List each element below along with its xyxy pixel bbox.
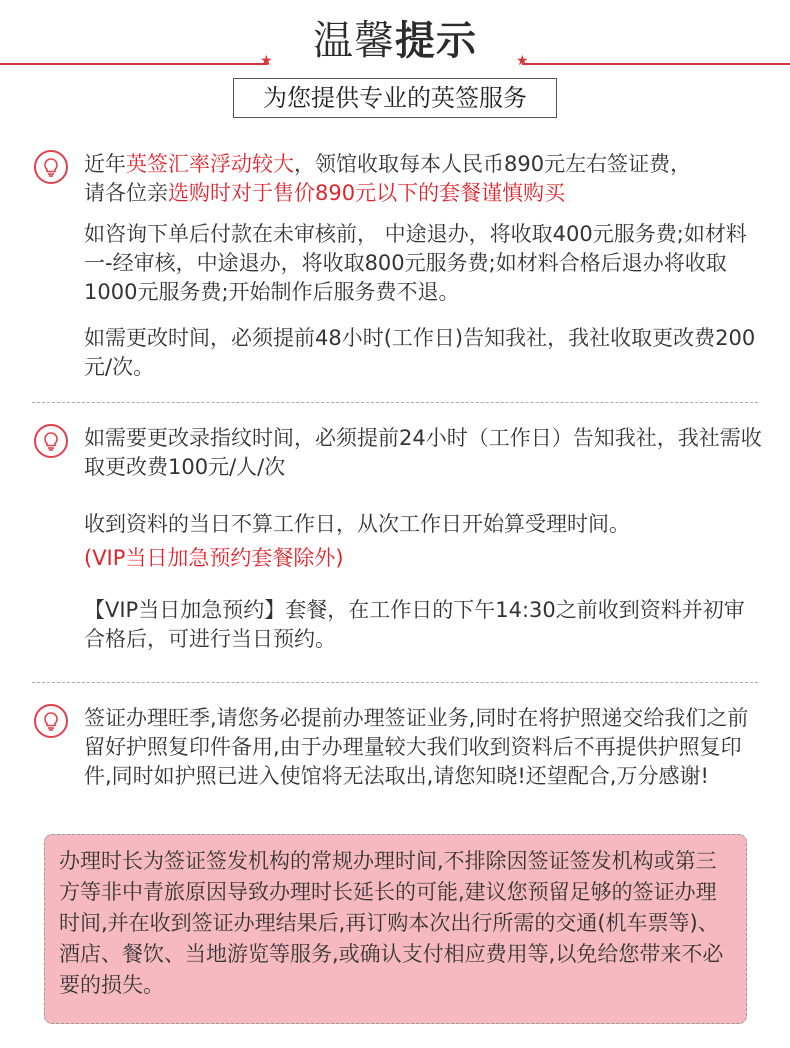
title-divider-left: [0, 63, 268, 65]
section-2-vip-text: 【VIP当日加急预约】套餐，在工作日的下午14:30之前收到资料并初审合格后，可进行当日预约。: [84, 598, 745, 651]
title-light: 温馨: [313, 18, 395, 64]
highlight-text: 英签汇率浮动较大: [126, 152, 294, 176]
page-title: [0, 14, 790, 68]
section-2-fingerprint-text: 如需要更改录指纹时间，必须提前24小时（工作日）告知我社，我社需收取更改费100元/人/次: [84, 426, 762, 479]
text: 请各位亲: [84, 181, 168, 205]
star-icon: ★: [516, 53, 529, 69]
notice-box: 办理时长为签证签发机构的常规办理时间,不排除因签证签发机构或第三方等非中青旅原因导致办理时长延长的可能,建议您预留足够的签证办理时间,并在收到签证办理结果后,再订购本次出行所需的交通(机车票等)、酒店、餐饮、当地游览等服务,或确认支付相应费用等,以免给您带来不必要的损失。: [44, 834, 747, 1024]
lightbulb-icon: [34, 424, 68, 458]
section-1-change-text: 如需更改时间，必须提前48小时(工作日)告知我社，我社收取更改费200元/次。: [84, 326, 756, 379]
subtitle: 为您提供专业的英签服务: [233, 78, 557, 118]
section-3-season-text: 签证办理旺季,请您务必提前办理签证业务,同时在将护照递交给我们之前留好护照复印件备用,由于办理量较大我们收到资料后不再提供护照复印件,同时如护照已进入使馆将无法取出,请您知晓!还望配合,万分感谢!: [84, 706, 749, 788]
star-icon: ★: [260, 53, 273, 69]
section-1-intro: [84, 150, 764, 208]
title-bold: 提示: [395, 18, 477, 64]
section-1-refund-text: 如咨询下单后付款在未审核前， 中途退办，将收取400元服务费;如材料一-经审核，中途退办，将收取800元服务费;如材料合格后退办将收取1000元服务费;开始制作后服务费不退。: [84, 222, 747, 304]
divider: [32, 682, 758, 683]
text: ，领馆收取每本人民币890元左右签证费，: [294, 152, 692, 176]
section-2-workday-text: 收到资料的当日不算工作日，从次工作日开始算受理时间。: [84, 512, 630, 536]
section-2-vip-note: (VIP当日加急预约套餐除外): [84, 546, 344, 570]
title-divider-right: [522, 63, 790, 65]
lightbulb-icon: [34, 150, 68, 184]
divider: [32, 402, 758, 403]
text: 近年: [84, 152, 126, 176]
highlight-text: 选购时对于售价890元以下的套餐谨慎购买: [168, 181, 566, 205]
lightbulb-icon: [34, 704, 68, 738]
